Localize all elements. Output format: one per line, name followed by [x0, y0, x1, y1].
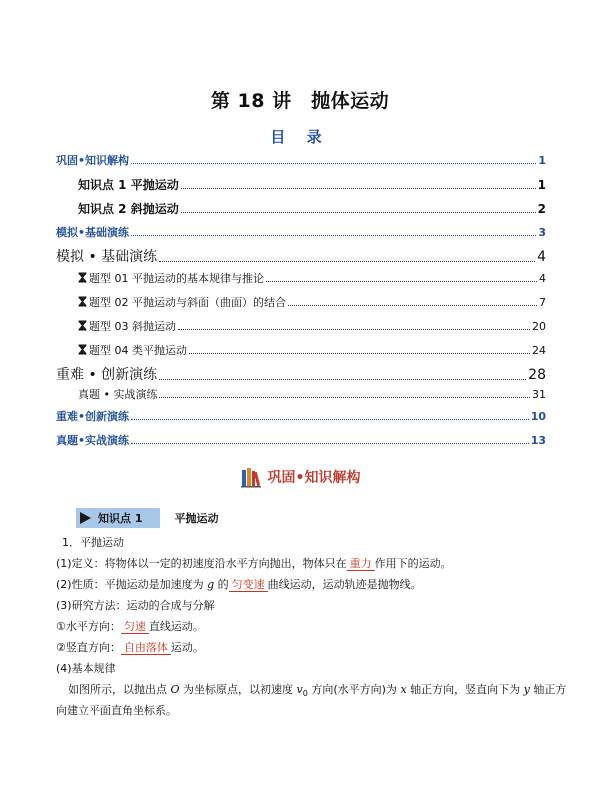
body-line: ②竖直方向： 自由落体 运动。 — [56, 641, 204, 654]
body-line: 如图所示，以抛出点 O 为坐标原点，以初速度 $v_0$ 方向(水平方向)为 x 轴正方向，竖直向下为 y 轴正方 — [68, 683, 567, 699]
arrow-right-icon — [80, 512, 91, 524]
toc-entry-label: 真题 • 实战演练 — [78, 388, 158, 401]
toc-entry[interactable] — [78, 386, 546, 402]
answer-fill: 匀变速 — [229, 578, 268, 592]
body-line: (3)研究方法：运动的合成与分解 — [56, 599, 215, 612]
toc-entry[interactable] — [78, 200, 546, 217]
toc-entry-label: 题型 02 平抛运动与斜面（曲面）的结合 — [78, 294, 286, 310]
toc-entry-label: 重难•创新演练 — [56, 410, 130, 423]
toc-leader-dots — [131, 235, 536, 236]
toc-leader-dots — [131, 443, 529, 444]
books-icon — [240, 466, 262, 488]
body-line: ①水平方向： 匀速 直线运动。 — [56, 620, 204, 633]
answer-fill: 重力 — [347, 557, 375, 571]
toc-page-number: 7 — [539, 296, 546, 309]
toc-leader-dots — [266, 281, 537, 282]
toc-entry-label: 模拟•基础演练 — [56, 226, 130, 239]
toc-page-number: 10 — [530, 410, 546, 423]
toc-leader-dots — [181, 188, 536, 189]
toc-entry-label: 巩固•知识解构 — [56, 154, 130, 167]
toc-page-number: 20 — [532, 320, 546, 333]
toc-leader-dots — [159, 397, 530, 398]
toc-entry-label: 重难 • 创新演练 — [56, 367, 158, 383]
toc-leader-dots — [189, 353, 530, 354]
toc-entry-label: 知识点 2 斜抛运动 — [78, 202, 179, 216]
toc-entry[interactable] — [56, 432, 546, 448]
toc-leader-dots — [131, 419, 529, 420]
answer-fill: 匀速 — [121, 620, 149, 634]
toc-entry[interactable] — [56, 224, 546, 240]
toc-page-number: 4 — [537, 249, 546, 265]
toc-page-number: 13 — [530, 434, 546, 447]
toc-entry[interactable] — [56, 364, 546, 384]
toc-leader-dots — [181, 212, 536, 213]
body-line: 1．平抛运动 — [62, 536, 124, 549]
toc-leader-dots — [159, 261, 535, 262]
toc-page-number: 1 — [538, 154, 546, 167]
toc-entry-label: 题型 03 斜抛运动 — [78, 318, 176, 334]
answer-fill: 自由落体 — [121, 641, 171, 655]
toc-entry-label: 题型 04 类平抛运动 — [78, 342, 187, 358]
body-line: 向建立平面直角坐标系。 — [56, 704, 177, 717]
toc-entry-label: 模拟 • 基础演练 — [56, 249, 158, 265]
section-banner — [0, 466, 600, 492]
toc-entry-label: 题型 01 平抛运动的基本规律与推论 — [78, 270, 264, 286]
toc-leader-dots — [178, 329, 530, 330]
hourglass-icon — [78, 296, 87, 307]
hourglass-icon — [78, 344, 87, 355]
toc-page-number: 28 — [528, 367, 546, 383]
hourglass-icon — [78, 320, 87, 331]
toc-entry[interactable] — [56, 408, 546, 424]
knowledge-point-header — [76, 508, 218, 528]
toc-entry[interactable] — [78, 342, 546, 358]
knowledge-point-tag-label: 知识点 1 — [98, 512, 143, 525]
body-line: (1)定义：将物体以一定的初速度沿水平方向抛出，物体只在 重力 作用下的运动。 — [56, 557, 452, 570]
hourglass-icon — [78, 272, 87, 283]
toc-page-number: 1 — [537, 178, 546, 192]
toc-entry[interactable] — [56, 246, 546, 266]
section-banner-label: 巩固•知识解构 — [267, 470, 361, 486]
toc-entry[interactable] — [78, 270, 546, 286]
toc-entry[interactable] — [78, 176, 546, 193]
toc-entry-label: 真题•实战演练 — [56, 434, 130, 447]
toc-leader-dots — [159, 379, 526, 380]
lecture-title: 第 18 讲 抛体运动 — [210, 90, 390, 112]
toc-entry[interactable] — [56, 152, 546, 168]
toc-page-number: 3 — [538, 226, 546, 239]
toc-page-number: 4 — [539, 272, 546, 285]
body-line: (4)基本规律 — [56, 662, 116, 675]
toc-page-number: 24 — [532, 344, 546, 357]
body-line: (2)性质：平抛运动是加速度为 g 的 匀变速 曲线运动，运动轨迹是抛物线。 — [56, 578, 422, 591]
toc-entry[interactable] — [78, 294, 546, 310]
knowledge-point-name: 平抛运动 — [174, 512, 219, 525]
toc-page-number: 2 — [537, 202, 546, 216]
knowledge-point-tag — [76, 508, 160, 528]
toc-leader-dots — [131, 163, 536, 164]
toc-entry[interactable] — [78, 318, 546, 334]
toc-leader-dots — [288, 305, 537, 306]
toc-heading: 目 录 — [270, 128, 330, 146]
toc-page-number: 31 — [532, 388, 546, 401]
toc-entry-label: 知识点 1 平抛运动 — [78, 178, 179, 192]
